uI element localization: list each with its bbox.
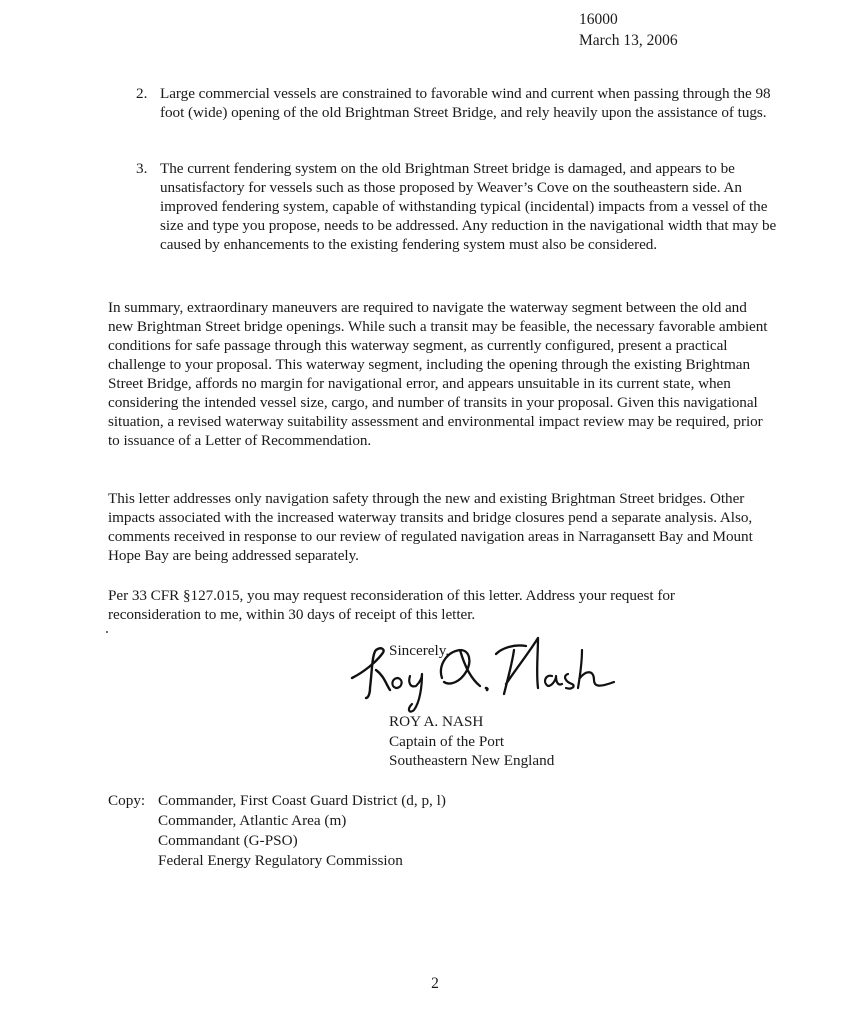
handwritten-signature (346, 632, 626, 714)
copy-list (108, 791, 446, 871)
copy-recipient: Commander, Atlantic Area (m) (158, 812, 347, 829)
item-text: The current fendering system on the old Brightman Street bridge is damaged, and appears to be unsatisfactory for vessels such as those proposed by Weaver’s Cove on the southeastern side. An improved fendering system, capable of withstanding typical (incidental) impacts from a vessel of the size and type you propose, needs to be addressed. Any reduction in the navigational width that may be caused by enhancements to the existing fendering system must also be considered. (160, 160, 777, 253)
signer-block (389, 712, 554, 771)
signer-unit: Southeastern New England (389, 752, 555, 769)
copy-recipient: Federal Energy Regulatory Commission (158, 852, 403, 869)
signer-name: ROY A. NASH (389, 713, 484, 730)
item-number: 2. (136, 85, 148, 102)
item-number: 3. (136, 160, 148, 177)
stray-mark (106, 631, 108, 633)
numbered-item (136, 84, 780, 122)
copy-label: Copy: (108, 792, 146, 809)
copy-recipient: Commandant (G-PSO) (158, 832, 298, 849)
copy-recipient: Commander, First Coast Guard District (d, p, l) (158, 792, 446, 809)
letter-header (579, 9, 678, 51)
summary-paragraph: In summary, extraordinary maneuvers are required to navigate the waterway segment between the old and new Brightman Street bridge openings. While such a transit may be feasible, the necessary favorable ambient conditions for safe passage through this waterway segment, as currently configured, present a practical challenge to your proposal. This waterway segment, including the opening through the existing Brightman Street Bridge, affords no margin for navigational error, and appears unsuitable in its current state, when considering the intended vessel size, cargo, and number of transits in your proposal. Given this navigational situation, a revised waterway suitability assessment and environmental impact review may be required, prior to issuance of a Letter of Recommendation. (108, 299, 768, 449)
signer-title: Captain of the Port (389, 732, 505, 750)
scope-paragraph: This letter addresses only navigation safety through the new and existing Brightman Street bridges. Other impacts associated with the increased waterway transits and bridge closures pend a separate analysis. Also, comments received in response to our review of regulated navigation areas in Narragansett Bay and Mount Hope Bay are being addressed separately. (108, 490, 753, 564)
page-number: 2 (431, 975, 439, 992)
reconsideration-paragraph: Per 33 CFR §127.015, you may request reconsideration of this letter. Address your request for reconsideration to me, within 30 days of receipt of this letter. (108, 587, 675, 623)
numbered-item (136, 159, 780, 254)
item-text: Large commercial vessels are constrained to favorable wind and current when passing through the 98 foot (wide) opening of the old Brightman Street Bridge, and rely heavily upon the assistance of tugs. (160, 85, 771, 121)
closing-salutation: Sincerely, (389, 642, 450, 659)
reference-number: 16000 (579, 11, 618, 28)
letter-date: March 13, 2006 (579, 32, 678, 49)
